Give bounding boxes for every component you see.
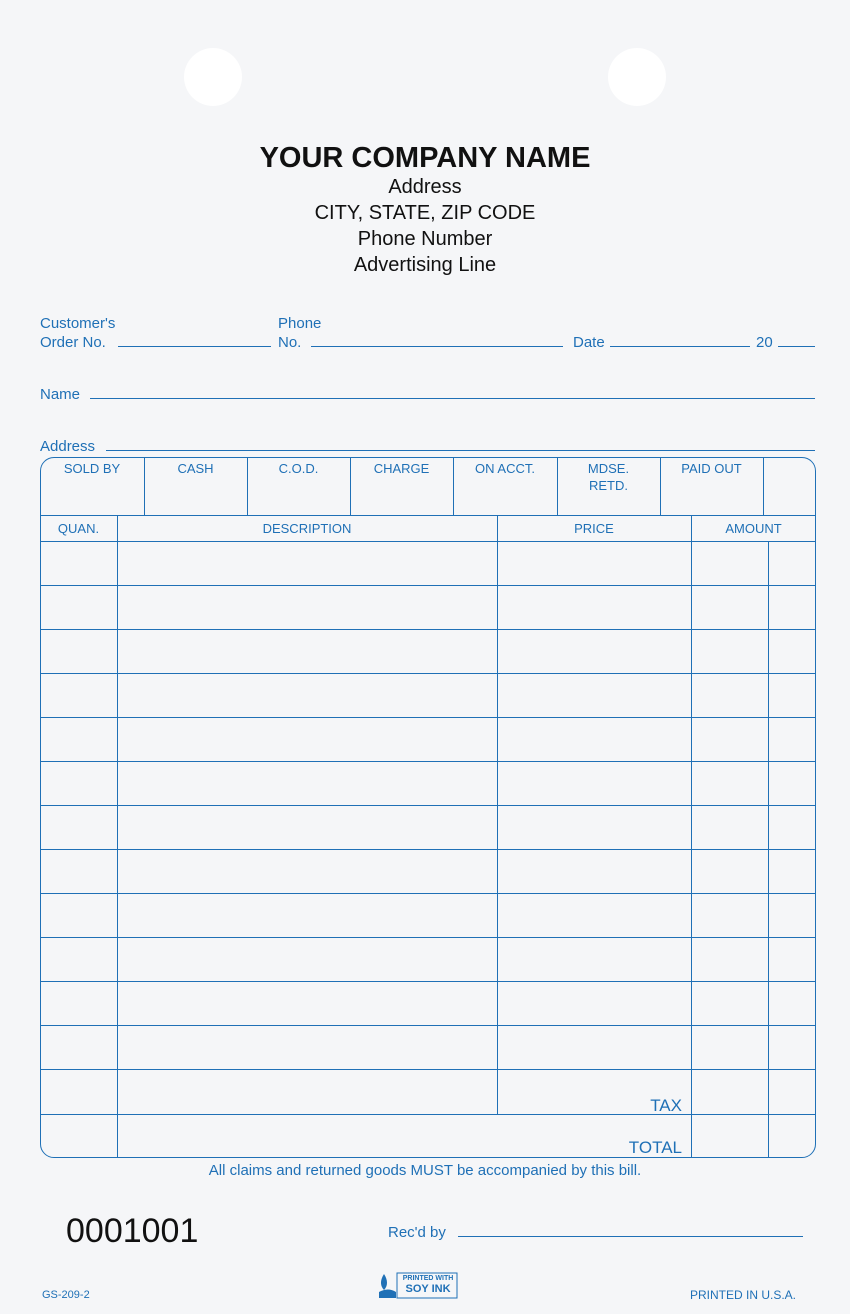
table-header-price: PRICE — [574, 521, 614, 536]
soy-ink-line1: PRINTED WITH — [402, 1275, 454, 1282]
address-field[interactable] — [106, 450, 815, 451]
company-city-state-zip: CITY, STATE, ZIP CODE — [314, 202, 536, 224]
claims-note: All claims and returned goods MUST be accompanied by this bill. — [208, 1162, 642, 1179]
payment-header-cash: CASH — [177, 461, 214, 476]
row-line — [40, 1069, 816, 1070]
phone-label-line1: Phone — [278, 315, 322, 332]
soy-ink-line2: SOY INK — [405, 1283, 451, 1295]
recd-by-label: Rec'd by — [388, 1224, 446, 1241]
phone-field[interactable] — [311, 346, 563, 347]
row-line — [40, 541, 816, 542]
phone-label-line2: No. — [278, 334, 302, 351]
year-prefix: 20 — [756, 334, 773, 351]
row-line — [40, 761, 816, 762]
row-line — [40, 893, 816, 894]
payment-header-on-acct: ON ACCT. — [475, 461, 535, 476]
address-label: Address — [40, 438, 96, 455]
company-name: YOUR COMPANY NAME — [259, 142, 591, 174]
payment-header-mdse-retd: MDSE. RETD. — [587, 461, 630, 493]
form-code: GS-209-2 — [42, 1289, 90, 1301]
row-line — [40, 515, 816, 516]
table-header-amount: AMOUNT — [725, 521, 782, 536]
payment-header-cod: C.O.D. — [278, 461, 319, 476]
company-phone: Phone Number — [357, 228, 493, 250]
row-line — [40, 937, 816, 938]
date-field[interactable] — [610, 346, 750, 347]
tax-label: TAX — [650, 1096, 682, 1115]
column-divider-price — [691, 515, 692, 1158]
customer-order-label-line2: Order No. — [40, 334, 106, 351]
table-header-description: DESCRIPTION — [262, 521, 352, 536]
company-advertising-line: Advertising Line — [353, 254, 497, 276]
name-field[interactable] — [90, 398, 815, 399]
year-field[interactable] — [778, 346, 815, 347]
punch-hole-right — [608, 48, 666, 106]
total-label: TOTAL — [628, 1138, 682, 1157]
row-line — [40, 981, 816, 982]
name-label: Name — [40, 386, 81, 403]
payment-header-charge: CHARGE — [373, 461, 430, 476]
soy-ink-logo — [378, 1270, 458, 1300]
row-line — [40, 805, 816, 806]
customer-order-label-line1: Customer's — [40, 315, 116, 332]
row-line — [40, 629, 816, 630]
row-line — [40, 1114, 816, 1115]
column-divider-quan — [117, 515, 118, 1158]
customer-order-field[interactable] — [118, 346, 271, 347]
company-address: Address — [388, 176, 462, 198]
column-divider-description — [497, 515, 498, 1114]
sales-form-table — [40, 457, 816, 1158]
recd-by-field[interactable] — [458, 1236, 803, 1237]
row-line — [40, 585, 816, 586]
printed-in-usa: PRINTED IN U.S.A. — [690, 1288, 797, 1302]
row-line — [40, 717, 816, 718]
table-header-quan: QUAN. — [57, 521, 100, 536]
payment-divider — [763, 457, 764, 515]
row-line — [40, 849, 816, 850]
column-divider-cents — [768, 541, 769, 1158]
payment-header-sold-by: SOLD BY — [63, 461, 121, 476]
serial-number: 0001001 — [66, 1212, 199, 1250]
row-line — [40, 673, 816, 674]
row-line — [40, 1025, 816, 1026]
date-label: Date — [573, 334, 605, 351]
punch-hole-left — [184, 48, 242, 106]
payment-header-paid-out: PAID OUT — [681, 461, 742, 476]
